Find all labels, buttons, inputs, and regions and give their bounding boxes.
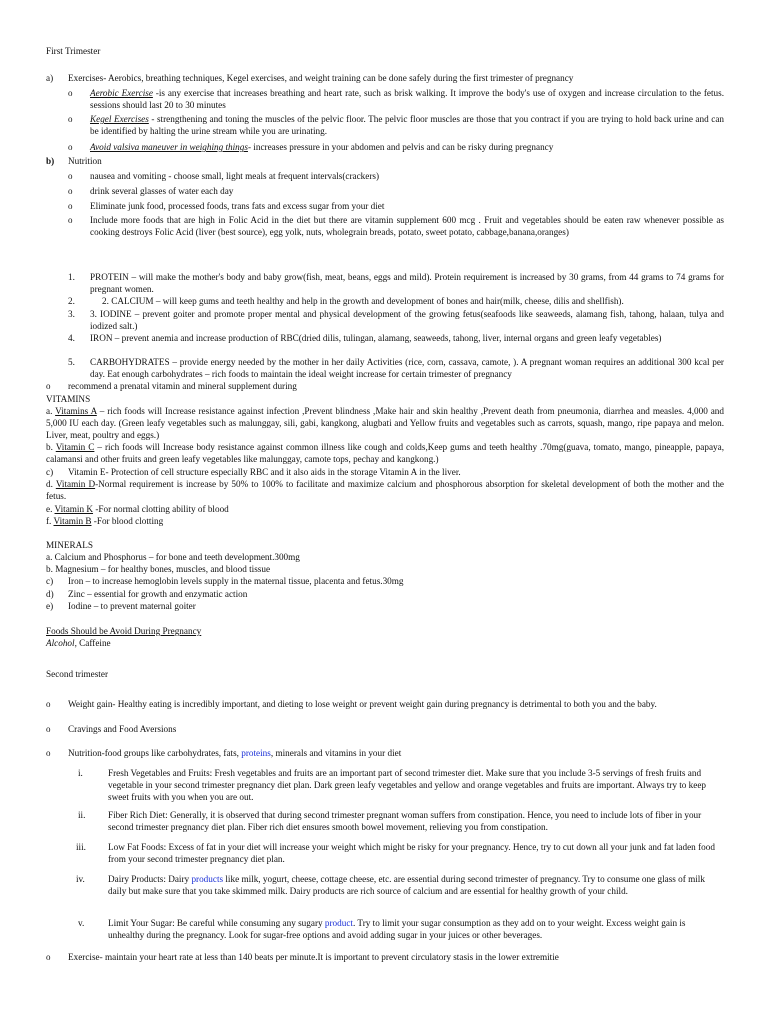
nutrition-groups-pre: Nutrition-food groups like carbohydrates, fats, bbox=[68, 748, 242, 758]
bullet-icon: o bbox=[46, 699, 51, 709]
mineral-c: Iron – to increase hemoglobin levels supply in the maternal tissue, placenta and fetus.30mg bbox=[68, 576, 404, 586]
aerobic-term: Aerobic Exercise bbox=[90, 88, 153, 98]
numbered-label: 1. bbox=[68, 272, 75, 282]
vitamin-e-text: Vitamin E- Protection of cell structure especially RBC and it also aids in the storage Vitamin A in the liver. bbox=[68, 467, 461, 477]
sugar-post: . Try to limit your sugar consumption as they add on to your weight. Excess weight gain is unhealthy during the pregnancy. Look for sugar-free options and avoid adding sugar in your juices or other beverages. bbox=[108, 918, 686, 940]
kegel-term: Kegel Exercises bbox=[90, 114, 149, 124]
kegel-item bbox=[90, 114, 724, 138]
aerobic-item bbox=[90, 88, 724, 112]
mineral-b: b. Magnesium – for healthy bones, muscles, and blood tissue bbox=[46, 564, 271, 574]
vitamin-a-term: Vitamins A bbox=[55, 406, 97, 416]
vitamin-a-item bbox=[46, 406, 724, 442]
vitamin-d-term: Vitamin D bbox=[55, 479, 96, 489]
mineral-c-prefix: c) bbox=[46, 576, 54, 586]
fiber-item: Fiber Rich Diet: Generally, it is observed that during second trimester pregnant woman suffers from constipation. Hence, you need to include lots of fiber in your second trimester pregnancy diet plan. Fiber rich diet ensures smooth bowel movement, relieving you from constipation. bbox=[108, 810, 702, 832]
mineral-d: Zinc – essential for growth and enzymatic action bbox=[68, 589, 248, 599]
vitamin-k-item bbox=[46, 504, 229, 516]
avoid-list bbox=[46, 638, 111, 650]
avoid-caffeine: Caffeine bbox=[76, 638, 111, 648]
valsiva-item bbox=[90, 142, 724, 154]
sugar-item bbox=[108, 918, 720, 942]
avoid-alcohol: Alcohol, bbox=[46, 638, 77, 648]
fresh-vegetables-item: Fresh Vegetables and Fruits: Fresh vegetables and fruits are an important part of second trimester diet. Make sure that you include 3-5 servings of fresh fruits and vegetable in your second trimester pregnancy diet plan. Dark green leafy vegetables and yellow and orange vegetables and fruits are important. Always try to keep sweet fruits with you when you are out. bbox=[108, 768, 706, 802]
numbered-label: 4. bbox=[68, 333, 75, 343]
products-link[interactable]: products bbox=[191, 874, 224, 884]
vitamin-k-prefix: e. bbox=[46, 504, 55, 514]
minerals-title: MINERALS bbox=[46, 540, 93, 550]
vitamin-d-item bbox=[46, 479, 724, 503]
numbered-label: 3. bbox=[68, 309, 75, 319]
dairy-item bbox=[108, 874, 720, 898]
vitamin-k-term: Vitamin K bbox=[54, 504, 94, 514]
vitamin-c-text: – rich foods will Increase body resistance against common illness like cough and colds,Keep gums and teeth healthy .70mg(guava, tomato, mango, pineapple, papaya, calamansi and other fruits and green leafy vegetables like malunggay, camote tops, pechay and kangkong.) bbox=[46, 442, 724, 464]
weight-gain-item: Weight gain- Healthy eating is incredibly important, and dieting to lose weight or prevent weight gain during pregnancy is detrimental to both you and the baby. bbox=[68, 699, 657, 709]
section-a-label: a) bbox=[46, 73, 54, 83]
nutrition-item-4: Include more foods that are high in Folic Acid in the diet but there are vitamin supplement 600 mcg . Fruit and vegetables should be eaten raw whenever possible as cooking destroys Folic Acid (liver (best source), egg yolk, nuts, wholegrain breads, potato, sweet potato, cabbage,banana,oranges) bbox=[90, 215, 724, 237]
roman-label: v. bbox=[78, 918, 85, 928]
bullet-icon: o bbox=[68, 201, 73, 211]
section-b-label: b) bbox=[46, 156, 55, 166]
vitamin-a-text: – rich foods will Increase resistance against infection ,Prevent blindness ,Make hair and skin healthy ,Prevent death from pneumonia, diarrhea and measles. 4,000 and 5,000 IU each day. (Green leafy vegetables such as malunggay, sili, gabi, kangkong, alugbati and Yellow fruits and vegetables such as carrots, squash, mango, ripe papaya and melon. Liver, meat, poultry and eggs.) bbox=[46, 406, 724, 440]
section-b-text: Nutrition bbox=[68, 156, 102, 166]
first-trimester-title: First Trimester bbox=[46, 46, 101, 56]
bullet-icon: o bbox=[68, 114, 73, 124]
vitamins-title: VITAMINS bbox=[46, 394, 91, 404]
second-trimester-title: Second trimester bbox=[46, 669, 108, 679]
vitamin-k-text: -For normal clotting ability of blood bbox=[93, 504, 229, 514]
bullet-icon: o bbox=[68, 215, 73, 225]
vitamin-c-prefix: b. bbox=[46, 442, 56, 452]
bullet-icon: o bbox=[68, 88, 73, 98]
calcium-item: 2. CALCIUM – will keep gums and teeth healthy and help in the growth and development of bones and hair(milk, cheese, dilis and shellfish). bbox=[102, 296, 624, 306]
roman-label: iii. bbox=[76, 842, 86, 852]
iron-item: IRON – prevent anemia and increase production of RBC(dried dilis, tulingan, alamang, seaweeds, tahong, liver, internal organs and green leafy vegetables) bbox=[90, 333, 662, 343]
mineral-e: Iodine – to prevent maternal goiter bbox=[68, 601, 196, 611]
bullet-icon: o bbox=[46, 952, 51, 962]
exercise-item: Exercise- maintain your heart rate at less than 140 beats per minute.It is important to prevent circulatory stasis in the lower extremitie bbox=[68, 952, 559, 962]
dairy-post: like milk, yogurt, cheese, cottage cheese, etc. are essential during second trimester of pregnancy. Try to consume one glass of milk daily but make sure that you take skimmed milk. Dairy products are rich source of calcium and are essential for healthy growth of your child. bbox=[108, 874, 705, 896]
numbered-label: 5. bbox=[68, 357, 75, 367]
valsiva-term: Avoid valsiva maneuver in weighing things bbox=[90, 142, 248, 152]
vitamin-e-prefix: c) bbox=[46, 467, 54, 477]
vitamin-c-item bbox=[46, 442, 724, 466]
nutrition-item-3: Eliminate junk food, processed foods, trans fats and excess sugar from your diet bbox=[90, 201, 385, 211]
vitamin-d-prefix: d. bbox=[46, 479, 56, 489]
vitamin-b-text: -For blood clotting bbox=[91, 516, 164, 526]
iodine-item: 3. IODINE – prevent goiter and promote proper mental and physical development of the growing fetus(seafoods like seaweeds, alamang fish, tahong, halaan, tulya and iodized salt.) bbox=[90, 309, 724, 331]
sugar-pre: Limit Your Sugar: Be careful while consuming any sugary bbox=[108, 918, 325, 928]
vitamin-d-text: -Normal requirement is increase by 50% to 100% to facilitate and maximize calcium and phosphorous absorption for skeletal development of both the mother and the fetus. bbox=[46, 479, 725, 501]
numbered-label: 2. bbox=[68, 296, 75, 306]
cravings-item: Cravings and Food Aversions bbox=[68, 724, 177, 734]
nutrition-item-1: nausea and vomiting - choose small, light meals at frequent intervals(crackers) bbox=[90, 171, 380, 181]
dairy-pre: Dairy Products: Dairy bbox=[108, 874, 192, 884]
nutrition-groups-post: , minerals and vitamins in your diet bbox=[270, 748, 402, 758]
bullet-icon: o bbox=[68, 186, 73, 196]
protein-item: PROTEIN – will make the mother's body and baby grow(fish, meat, beans, eggs and mild). Protein requirement is increased by 30 grams, from 44 grams to 74 grams for pregnant women. bbox=[90, 272, 724, 294]
bullet-icon: o bbox=[46, 748, 51, 758]
vitamin-b-term: Vitamin B bbox=[53, 516, 92, 526]
bullet-icon: o bbox=[68, 171, 73, 181]
recommend-text: recommend a prenatal vitamin and mineral supplement during bbox=[68, 381, 297, 391]
vitamin-b-prefix: f. bbox=[46, 516, 54, 526]
roman-label: iv. bbox=[76, 874, 85, 884]
proteins-link[interactable]: proteins bbox=[241, 748, 271, 758]
nutrition-item-2: drink several glasses of water each day bbox=[90, 186, 234, 196]
avoid-title: Foods Should be Avoid During Pregnancy bbox=[46, 626, 202, 636]
bullet-icon: o bbox=[46, 724, 51, 734]
vitamin-a-prefix: a. bbox=[46, 406, 56, 416]
aerobic-text: -is any exercise that increases breathing and heart rate, such as brisk walking. It improve the body's use of oxygen and increase circulation to the fetus. sessions should last 20 to 30 minutes bbox=[90, 88, 724, 110]
mineral-a: a. Calcium and Phosphorus – for bone and teeth development.300mg bbox=[46, 552, 300, 562]
carbs-item: CARBOHYDRATES – provide energy needed by the mother in her daily Activities (rice, corn, cassava, camote, ). A pregnant woman requires an additional 300 kcal per day. Eat enough carbohydrates – rich foods to maintain the ideal weight increase for certain trimester of pregnancy bbox=[90, 357, 724, 379]
bullet-icon: o bbox=[68, 142, 73, 152]
mineral-e-prefix: e) bbox=[46, 601, 54, 611]
bullet-icon: o bbox=[46, 381, 51, 391]
section-a-text: Exercises- Aerobics, breathing techniques, Kegel exercises, and weight training can be done safely during the first trimester of pregnancy bbox=[68, 73, 574, 83]
valsiva-text: - increases pressure in your abdomen and pelvis and can be risky during pregnancy bbox=[247, 142, 554, 152]
vitamin-c-term: Vitamin C bbox=[55, 442, 95, 452]
nutrition-groups-item bbox=[68, 748, 401, 760]
roman-label: ii. bbox=[78, 810, 86, 820]
product-link[interactable]: product bbox=[324, 918, 353, 928]
mineral-d-prefix: d) bbox=[46, 589, 54, 599]
roman-label: i. bbox=[78, 768, 83, 778]
low-fat-item: Low Fat Foods: Excess of fat in your diet will increase your weight which might be risky for your pregnancy. Hence, try to cut down all your junk and fat laden food from your second trimester pregnancy diet plan. bbox=[108, 842, 715, 864]
kegel-text: - strengthening and toning the muscles of the pelvic floor. The pelvic floor muscles are those that you contract if you are trying to hold back urine and can be identified by halting the urine stream while you are urinating. bbox=[90, 114, 724, 136]
vitamin-b-item bbox=[46, 516, 163, 528]
